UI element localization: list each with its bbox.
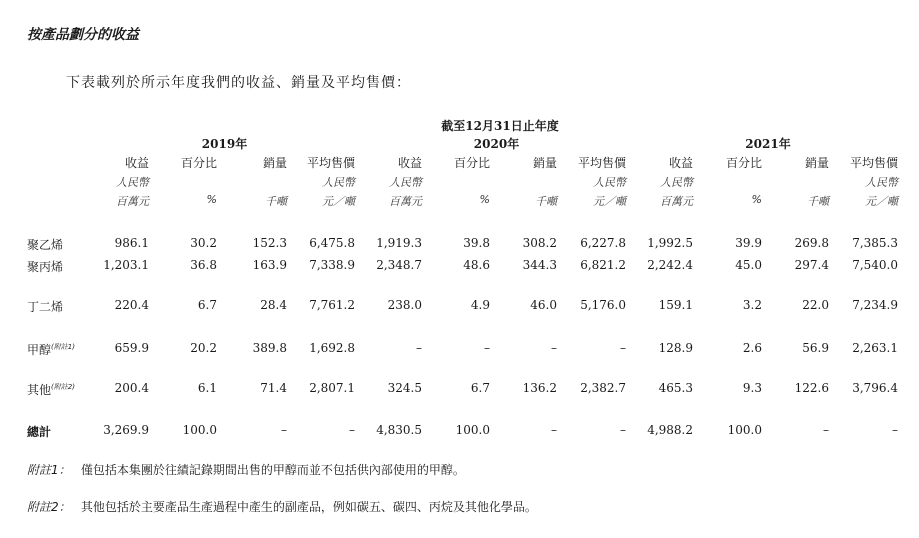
table-cell: 46.0: [530, 298, 557, 312]
table-cell: 2,242.4: [647, 258, 693, 272]
column-header-revenue: 收益: [124, 156, 149, 170]
column-header-revenue: 收益: [397, 156, 422, 170]
unit-million: 百萬元: [660, 195, 693, 208]
column-header-volume: 銷量: [804, 156, 829, 170]
table-cell: 5,176.0: [580, 298, 626, 312]
table-cell: 30.2: [190, 236, 217, 250]
table-cell: 45.0: [735, 258, 762, 272]
year-header: 2021年: [745, 137, 791, 151]
table-cell: –: [281, 423, 287, 437]
table-cell: 6.7: [197, 298, 217, 312]
table-cell: 48.6: [463, 258, 490, 272]
unit-rmb: 人民幣: [322, 176, 355, 189]
table-cell: 159.1: [658, 298, 693, 312]
table-cell: 7,761.2: [309, 298, 355, 312]
table-cell: 1,692.8: [309, 341, 355, 355]
table-cell: 2,382.7: [580, 381, 626, 395]
table-cell: 100.0: [455, 423, 490, 437]
period-header: 截至12月31日止年度: [441, 119, 559, 133]
row-label: [27, 423, 51, 440]
table-cell: 136.2: [522, 381, 557, 395]
footnote-text: 僅包括本集團於往績記錄期間出售的甲醇而並不包括供內部使用的甲醇。: [80, 463, 465, 477]
unit-percent: %: [206, 193, 217, 206]
table-cell: 465.3: [658, 381, 693, 395]
table-cell: –: [416, 341, 422, 355]
table-cell: 1,992.5: [647, 236, 693, 250]
table-cell: 659.9: [114, 341, 149, 355]
table-cell: 2.6: [742, 341, 762, 355]
row-label: [27, 258, 63, 275]
unit-kt: 千噸: [535, 195, 557, 208]
table-cell: 7,385.3: [852, 236, 898, 250]
row-label-text: 甲醇: [27, 343, 52, 357]
footnote-2: [27, 498, 537, 515]
section-title: 按產品劃分的收益: [27, 27, 139, 43]
unit-rmb: 人民幣: [865, 176, 898, 189]
column-header-volume: 銷量: [532, 156, 557, 170]
unit-percent: %: [751, 193, 762, 206]
table-cell: 308.2: [522, 236, 557, 250]
intro-text: 下表載列於所示年度我們的收益、銷量及平均售價：: [66, 75, 411, 91]
footnote-text: 其他包括於主要產品生產過程中產生的副產品，例如碳五、碳四、丙烷及其他化學品。: [80, 500, 537, 514]
table-cell: 2,348.7: [376, 258, 422, 272]
unit-rmb: 人民幣: [593, 176, 626, 189]
table-cell: 344.3: [522, 258, 557, 272]
table-cell: 200.4: [114, 381, 149, 395]
table-cell: 39.8: [463, 236, 490, 250]
table-cell: 128.9: [658, 341, 693, 355]
table-cell: 3,269.9: [103, 423, 149, 437]
footnote-1: [27, 461, 465, 478]
row-label: [27, 341, 75, 358]
column-header-avg_price: 平均售價: [306, 156, 355, 170]
row-label: [27, 381, 75, 398]
year-header: 2020年: [473, 137, 520, 151]
table-cell: 6,227.8: [580, 236, 626, 250]
column-header-percent: 百分比: [180, 156, 217, 170]
unit-per-ton: 元／噸: [593, 195, 626, 208]
row-label-text: 其他: [27, 383, 52, 397]
table-cell: 100.0: [727, 423, 762, 437]
row-note: (附註1): [51, 343, 75, 351]
table-cell: 1,203.1: [103, 258, 149, 272]
table-cell: 1,919.3: [376, 236, 422, 250]
column-header-volume: 銷量: [262, 156, 287, 170]
table-cell: 6.7: [470, 381, 490, 395]
table-cell: 7,234.9: [852, 298, 898, 312]
table-cell: –: [349, 423, 355, 437]
column-header-avg_price: 平均售價: [849, 156, 898, 170]
table-cell: 20.2: [190, 341, 217, 355]
table-cell: –: [484, 341, 490, 355]
table-cell: 324.5: [387, 381, 422, 395]
table-cell: 71.4: [260, 381, 287, 395]
unit-million: 百萬元: [116, 195, 149, 208]
unit-percent: %: [479, 193, 490, 206]
table-cell: 152.3: [252, 236, 287, 250]
table-cell: –: [823, 423, 829, 437]
row-label-text: 聚丙烯: [27, 260, 64, 274]
table-cell: 122.6: [794, 381, 829, 395]
column-header-avg_price: 平均售價: [577, 156, 626, 170]
column-header-percent: 百分比: [725, 156, 762, 170]
table-cell: –: [620, 423, 626, 437]
table-cell: 4.9: [470, 298, 490, 312]
table-cell: –: [892, 423, 898, 437]
row-label: [27, 298, 63, 315]
table-cell: 7,338.9: [309, 258, 355, 272]
table-cell: –: [551, 423, 557, 437]
table-cell: 297.4: [794, 258, 829, 272]
footnote-label: 附註1：: [27, 463, 71, 477]
row-label: [27, 236, 63, 253]
row-label-text: 丁二烯: [27, 300, 64, 314]
table-cell: 238.0: [387, 298, 422, 312]
table-cell: 39.9: [735, 236, 762, 250]
table-cell: 6,475.8: [309, 236, 355, 250]
table-cell: 4,830.5: [376, 423, 422, 437]
unit-kt: 千噸: [807, 195, 829, 208]
table-cell: 22.0: [802, 298, 829, 312]
table-cell: 4,988.2: [647, 423, 693, 437]
table-cell: 2,807.1: [309, 381, 355, 395]
column-header-percent: 百分比: [453, 156, 490, 170]
table-cell: 36.8: [190, 258, 217, 272]
row-label-text: 總計: [27, 425, 52, 439]
table-cell: 6.1: [197, 381, 217, 395]
unit-rmb: 人民幣: [116, 176, 149, 189]
table-cell: 6,821.2: [580, 258, 626, 272]
unit-per-ton: 元／噸: [865, 195, 898, 208]
unit-kt: 千噸: [265, 195, 287, 208]
table-cell: –: [620, 341, 626, 355]
table-cell: –: [551, 341, 557, 355]
table-cell: 3,796.4: [852, 381, 898, 395]
table-cell: 3.2: [742, 298, 762, 312]
unit-per-ton: 元／噸: [322, 195, 355, 208]
unit-rmb: 人民幣: [660, 176, 693, 189]
table-cell: 163.9: [252, 258, 287, 272]
year-header: 2019年: [201, 137, 248, 151]
row-label-text: 聚乙烯: [27, 238, 64, 252]
table-cell: 100.0: [182, 423, 217, 437]
unit-million: 百萬元: [389, 195, 422, 208]
table-cell: 7,540.0: [852, 258, 898, 272]
table-cell: 389.8: [252, 341, 287, 355]
table-cell: 56.9: [802, 341, 829, 355]
footnote-label: 附註2：: [27, 500, 71, 514]
table-cell: 220.4: [114, 298, 149, 312]
unit-rmb: 人民幣: [389, 176, 422, 189]
table-cell: 2,263.1: [852, 341, 898, 355]
column-header-revenue: 收益: [668, 156, 693, 170]
table-cell: 9.3: [742, 381, 762, 395]
table-cell: 269.8: [794, 236, 829, 250]
table-cell: 986.1: [114, 236, 149, 250]
table-cell: 28.4: [260, 298, 287, 312]
row-note: (附註2): [51, 383, 75, 391]
